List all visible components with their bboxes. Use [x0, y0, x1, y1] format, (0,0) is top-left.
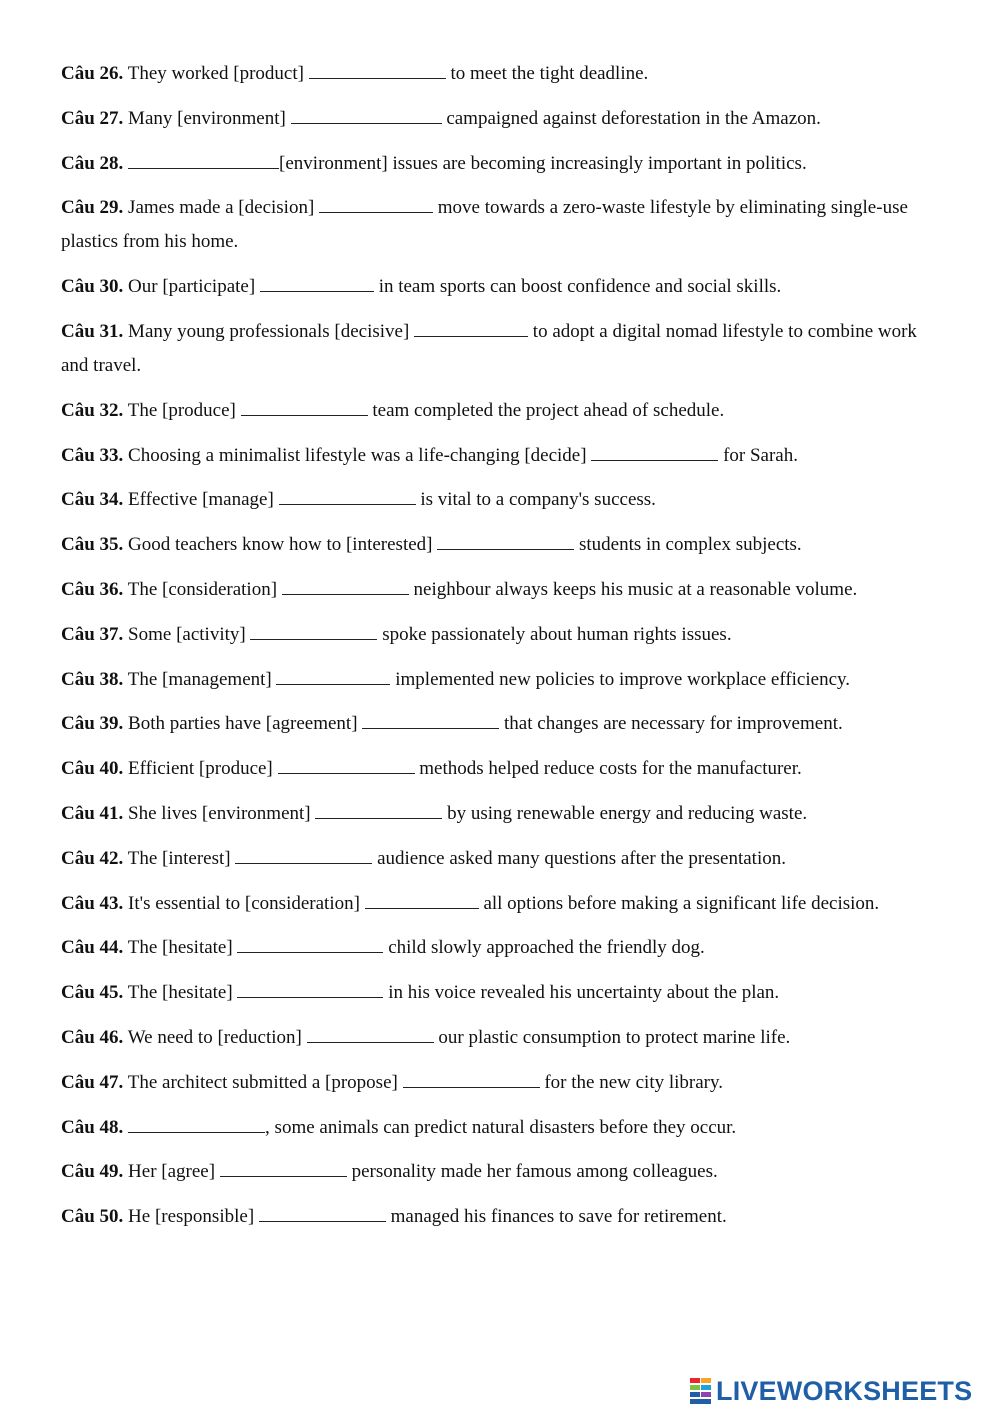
answer-blank[interactable] — [291, 105, 442, 124]
question-item — [61, 394, 931, 428]
question-item — [61, 1111, 931, 1145]
question-text-before: He [responsible] — [128, 1206, 259, 1228]
question-text-after: students in complex subjects. — [574, 534, 802, 556]
question-item — [61, 618, 931, 652]
answer-blank[interactable] — [128, 150, 279, 169]
question-number: Câu 48. — [61, 1116, 124, 1138]
question-item — [61, 270, 931, 304]
question-text-before: The [interest] — [127, 847, 236, 869]
question-text-after: that changes are necessary for improvement. — [499, 713, 843, 735]
question-text-after: to adopt a digital nomad lifestyle to combine work and travel. — [61, 320, 917, 376]
question-number: Câu 39. — [61, 713, 124, 735]
question-item — [61, 752, 931, 786]
answer-blank[interactable] — [259, 1203, 386, 1222]
question-text-before: Many [environment] — [128, 107, 291, 129]
answer-blank[interactable] — [237, 979, 383, 998]
question-number: Câu 34. — [61, 489, 124, 511]
question-text-after: neighbour always keeps his music at a reasonable volume. — [408, 578, 858, 600]
answer-blank[interactable] — [241, 397, 368, 416]
answer-blank[interactable] — [282, 576, 409, 595]
worksheet-questions — [61, 57, 931, 1245]
answer-blank[interactable] — [260, 273, 374, 292]
answer-blank[interactable] — [403, 1069, 540, 1088]
question-item — [61, 147, 931, 181]
answer-blank[interactable] — [237, 934, 383, 953]
question-text-after: to meet the tight deadline. — [445, 63, 649, 84]
question-number: Câu 50. — [61, 1206, 124, 1228]
question-text-after: all options before making a significant life decision. — [478, 892, 880, 914]
question-number: Câu 35. — [61, 534, 124, 556]
question-text-before: Good teachers know how to [interested] — [128, 534, 438, 556]
question-text-before: Choosing a minimalist lifestyle was a life-changing [decide] — [128, 444, 592, 466]
question-number: Câu 32. — [61, 399, 124, 421]
question-text-after: for Sarah. — [718, 444, 798, 466]
question-item — [61, 842, 931, 876]
question-number: Câu 26. — [61, 63, 124, 84]
question-item — [61, 931, 931, 965]
question-number: Câu 31. — [61, 320, 124, 342]
question-text-after: methods helped reduce costs for the manufacturer. — [414, 758, 802, 780]
answer-blank[interactable] — [235, 845, 372, 864]
question-number: Câu 38. — [61, 668, 124, 690]
question-number: Câu 27. — [61, 107, 124, 129]
answer-blank[interactable] — [278, 755, 415, 774]
question-text-after: campaigned against deforestation in the Amazon. — [441, 107, 821, 129]
answer-blank[interactable] — [437, 531, 574, 550]
question-number: Câu 43. — [61, 892, 124, 914]
question-text-after: personality made her famous among colleagues. — [346, 1161, 718, 1183]
question-item — [61, 57, 931, 91]
question-number: Câu 40. — [61, 758, 124, 780]
answer-blank[interactable] — [276, 666, 390, 685]
question-text-before: The [consideration] — [127, 578, 282, 600]
question-text-after: for the new city library. — [539, 1071, 724, 1093]
answer-blank[interactable] — [362, 710, 499, 729]
question-item — [61, 191, 931, 259]
question-item — [61, 1066, 931, 1100]
question-item — [61, 483, 931, 517]
question-text-before: James made a [decision] — [128, 197, 320, 219]
question-text-before: We need to [reduction] — [127, 1026, 307, 1048]
question-text-before: Effective [manage] — [128, 489, 279, 511]
question-number: Câu 42. — [61, 847, 124, 869]
question-number: Câu 30. — [61, 276, 124, 298]
question-number: Câu 36. — [61, 578, 124, 600]
question-item — [61, 1021, 931, 1055]
question-text-before: The architect submitted a [propose] — [127, 1071, 403, 1093]
question-text-before: They worked [product] — [127, 63, 309, 84]
question-text-after: our plastic consumption to protect marine life. — [433, 1026, 791, 1048]
question-number: Câu 46. — [61, 1026, 124, 1048]
question-text-before: The [hesitate] — [127, 937, 238, 959]
question-item — [61, 1155, 931, 1189]
question-text-before: Both parties have [agreement] — [128, 713, 363, 735]
answer-blank[interactable] — [315, 800, 442, 819]
question-text-after: implemented new policies to improve workplace efficiency. — [390, 668, 851, 690]
question-text-after: spoke passionately about human rights issues. — [377, 623, 732, 645]
question-item — [61, 797, 931, 831]
question-text-after: , some animals can predict natural disasters before they occur. — [265, 1116, 737, 1138]
question-number: Câu 37. — [61, 623, 124, 645]
question-item — [61, 707, 931, 741]
question-text-after: child slowly approached the friendly dog. — [383, 937, 705, 959]
question-number: Câu 47. — [61, 1071, 124, 1093]
question-text-before: The [produce] — [127, 399, 241, 421]
question-text-before: Efficient [produce] — [128, 758, 278, 780]
answer-blank[interactable] — [307, 1024, 434, 1043]
question-number: Câu 41. — [61, 802, 124, 824]
question-number: Câu 45. — [61, 982, 124, 1004]
answer-blank[interactable] — [309, 60, 446, 79]
answer-blank[interactable] — [128, 1114, 265, 1133]
question-number: Câu 49. — [61, 1161, 124, 1183]
answer-blank[interactable] — [250, 621, 377, 640]
question-item — [61, 573, 931, 607]
liveworksheets-logo — [690, 1374, 972, 1408]
answer-blank[interactable] — [591, 442, 718, 461]
answer-blank[interactable] — [220, 1158, 347, 1177]
question-text-after: in his voice revealed his uncertainty about the plan. — [383, 982, 780, 1004]
question-item — [61, 663, 931, 697]
question-item — [61, 439, 931, 473]
answer-blank[interactable] — [279, 486, 416, 505]
question-number: Câu 29. — [61, 197, 124, 219]
question-text-after: in team sports can boost confidence and social skills. — [373, 276, 782, 298]
question-text-after: audience asked many questions after the presentation. — [372, 847, 786, 869]
question-text-before: Many young professionals [decisive] — [128, 320, 415, 342]
question-number: Câu 28. — [61, 152, 124, 174]
question-item — [61, 528, 931, 562]
question-text-after: [environment] issues are becoming increasingly important in politics. — [279, 152, 807, 174]
question-number: Câu 44. — [61, 937, 124, 959]
question-text-before: Our [participate] — [128, 276, 260, 298]
question-number: Câu 33. — [61, 444, 124, 466]
liveworksheets-logo-icon — [690, 1378, 712, 1404]
answer-blank[interactable] — [319, 194, 433, 213]
question-text-after: by using renewable energy and reducing waste. — [442, 802, 808, 824]
question-text-after: move towards a zero-waste lifestyle by eliminating single-use plastics from his home. — [61, 197, 908, 253]
question-text-after: team completed the project ahead of schedule. — [367, 399, 725, 421]
question-text-before: The [hesitate] — [127, 982, 238, 1004]
question-item — [61, 102, 931, 136]
question-text-before: She lives [environment] — [128, 802, 316, 824]
question-text-after: managed his finances to save for retirement. — [385, 1206, 727, 1228]
brand-name: LIVEWORKSHEETS — [716, 1376, 973, 1406]
question-text-before: Some [activity] — [128, 623, 251, 645]
question-text-before: The [management] — [127, 668, 277, 690]
question-item — [61, 976, 931, 1010]
answer-blank[interactable] — [414, 318, 528, 337]
question-item — [61, 887, 931, 921]
question-text-after: is vital to a company's success. — [415, 489, 656, 511]
answer-blank[interactable] — [365, 890, 479, 909]
question-text-before: It's essential to [consideration] — [128, 892, 365, 914]
question-text-before: Her [agree] — [128, 1161, 220, 1183]
question-item — [61, 1200, 931, 1234]
question-item — [61, 315, 931, 383]
